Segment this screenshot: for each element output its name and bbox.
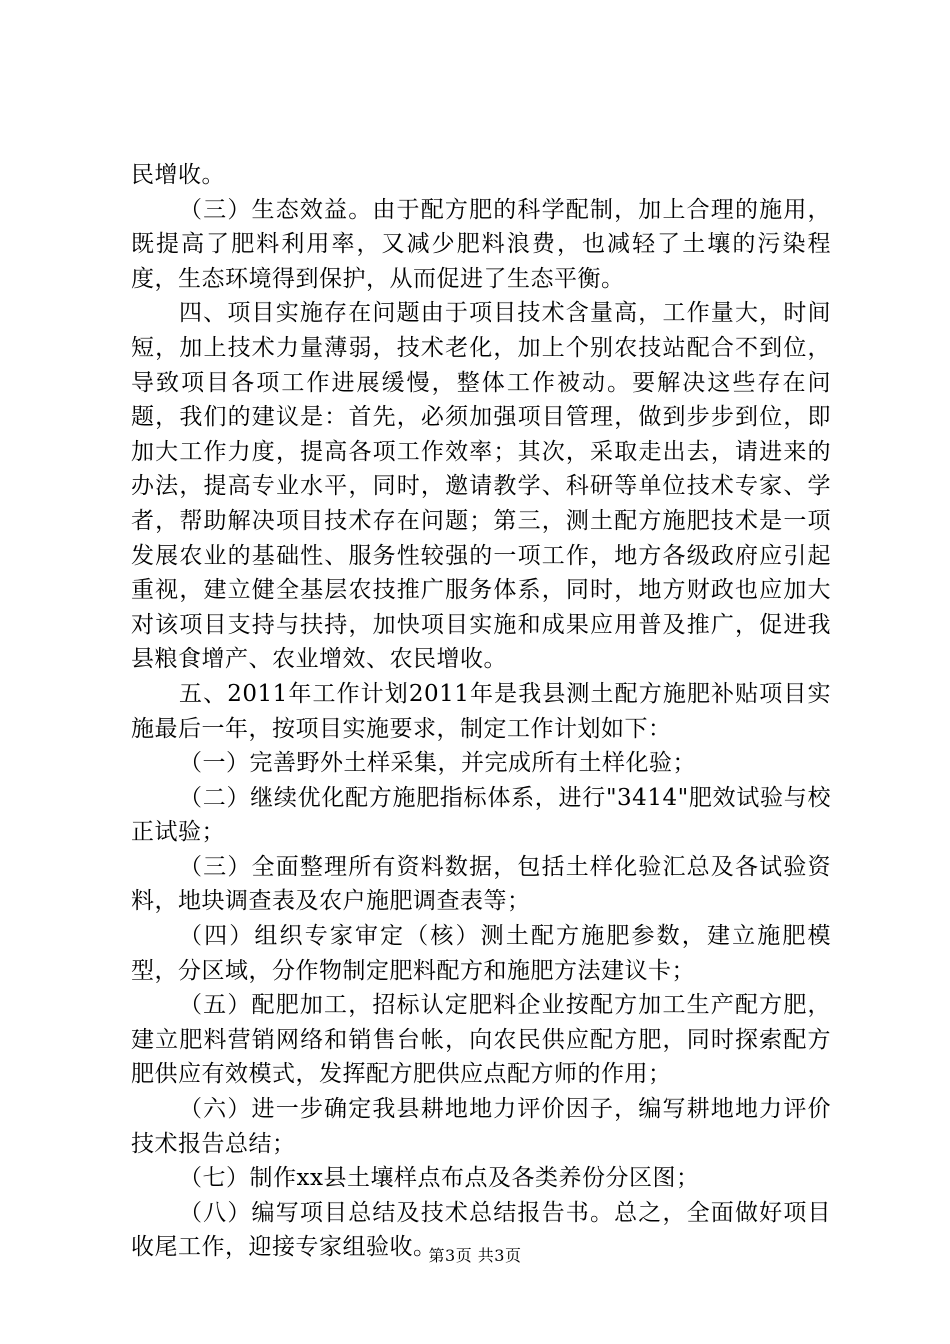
- paragraph-8: （四）组织专家审定（核）测土配方施肥参数，建立施肥模型，分区域，分作物制定肥料配方和施肥方法建议卡；: [131, 923, 831, 984]
- paragraph-10: （六）进一步确定我县耕地地力评价因子，编写耕地地力评价技术报告总结；: [131, 1096, 831, 1157]
- paragraph-2: （三）生态效益。由于配方肥的科学配制，加上合理的施用，既提高了肥料利用率，又减少肥料浪费，也减轻了土壤的污染程度，生态环境得到保护，从而促进了生态平衡。: [131, 196, 831, 292]
- paragraph-9: （五）配肥加工，招标认定肥料企业按配方加工生产配方肥，建立肥料营销网络和销售台帐，向农民供应配方肥，同时探索配方肥供应有效模式，发挥配方肥供应点配方师的作用；: [131, 992, 831, 1088]
- page-number-label: 第3页 共3页: [428, 1246, 522, 1265]
- paragraph-6: （二）继续优化配方施肥指标体系，进行"3414"肥效试验与校正试验；: [131, 784, 831, 846]
- paragraph-4: 五、2011年工作计划2011年是我县测土配方施肥补贴项目实施最后一年，按项目实施要求，制定工作计划如下：: [131, 680, 831, 742]
- paragraph-3: 四、项目实施存在问题由于项目技术含量高，工作量大，时间短，加上技术力量薄弱，技术老化，加上个别农技站配合不到位，导致项目各项工作进展缓慢，整体工作被动。要解决这些存在问题，我们的建议是：首先，必须加强项目管理，做到步步到位，即加大工作力度，提高各项工作效率；其次，采取走出去，请进来的办法，提高专业水平，同时，邀请教学、科研等单位技术专家、学者，帮助解决项目技术存在问题；第三，测土配方施肥技术是一项发展农业的基础性、服务性较强的一项工作，地方各级政府应引起重视，建立健全基层农技推广服务体系，同时，地方财政也应加大对该项目支持与扶持，加快项目实施和成果应用普及推广，促进我县粮食增产、农业增效、农民增收。: [131, 300, 831, 673]
- paragraph-12: （八）编写项目总结及技术总结报告书。总之，全面做好项目收尾工作，迎接专家组验收。: [131, 1199, 831, 1261]
- document-body: [131, 158, 831, 1265]
- page-footer: [0, 1246, 950, 1266]
- paragraph-1: 民增收。: [131, 162, 225, 188]
- paragraph-5: （一）完善野外土样采集，并完成所有土样化验；: [179, 750, 696, 777]
- paragraph-11: （七）制作xx县土壤样点布点及各类养份分区图；: [179, 1165, 700, 1192]
- paragraph-7: （三）全面整理所有资料数据，包括土样化验汇总及各试验资料，地块调查表及农户施肥调查表等；: [131, 853, 831, 915]
